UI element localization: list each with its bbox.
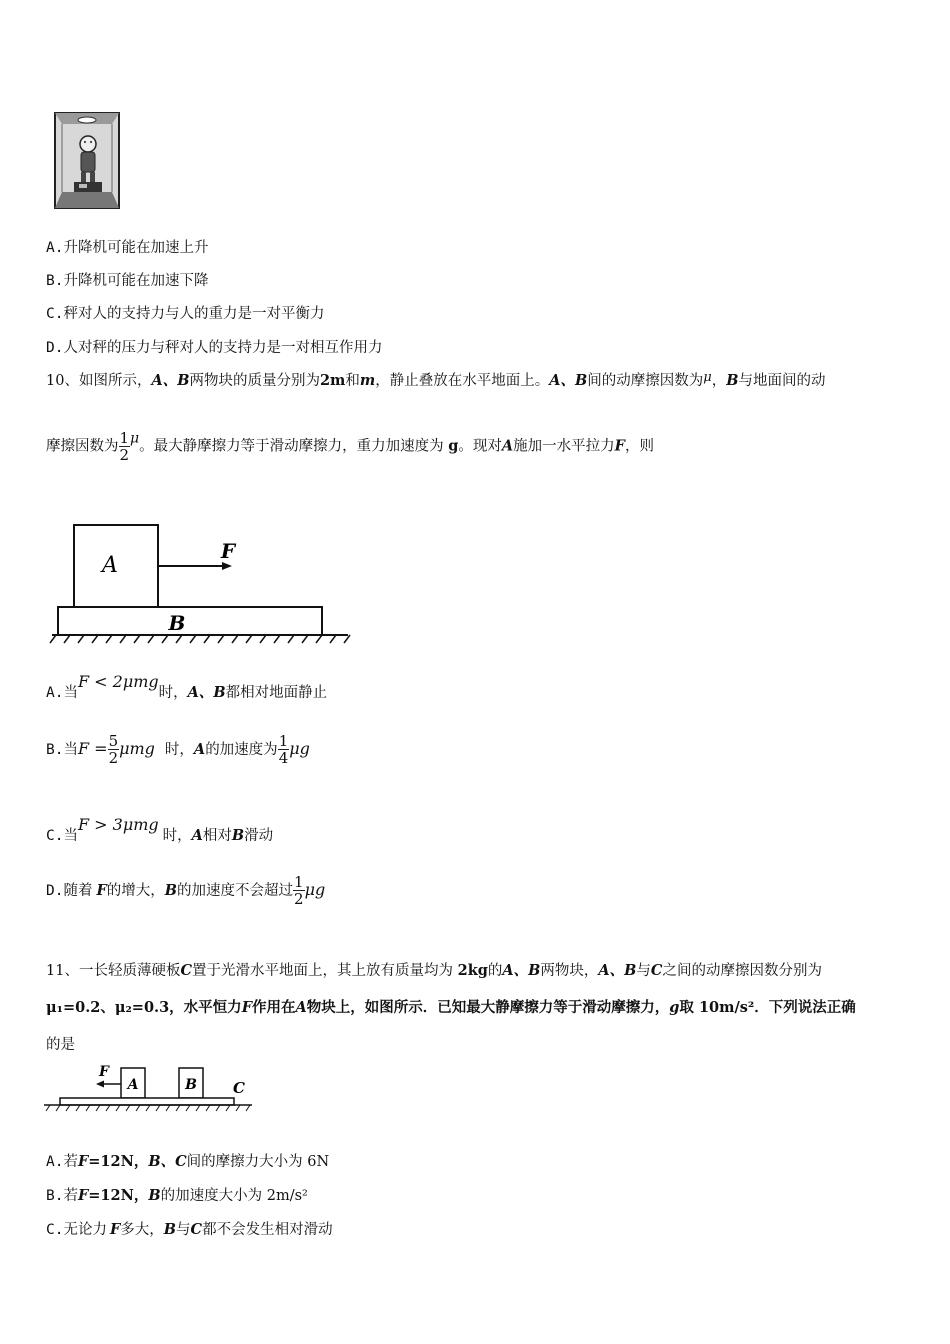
q10-text: 。现对 [458, 438, 502, 455]
option-text: 多大， [120, 1222, 164, 1238]
q11-stem-line1 [46, 959, 822, 980]
option-text: 时， [162, 828, 192, 844]
q10-force-f: F [614, 437, 625, 455]
q10-option-a [46, 672, 327, 702]
q11-ground-hatch [46, 1105, 250, 1111]
fraction-numerator: 5 [108, 732, 119, 750]
block-b-label: B [168, 611, 186, 635]
option-prefix: B.若 [46, 1188, 78, 1204]
fraction-denominator: 2 [119, 446, 130, 464]
q9-option-c: C.秤对人的支持力与人的重力是一对平衡力 [46, 306, 325, 322]
option-prefix: A.当 [46, 685, 78, 701]
q10-text: 和 [345, 373, 360, 389]
q10-text: 如图所示， [78, 373, 152, 389]
fraction-denominator: 2 [294, 890, 304, 908]
q11-force: F [241, 999, 252, 1016]
q11-force-label: F [99, 1064, 109, 1080]
q11-blocks-ab: A、B [502, 962, 541, 979]
q10-half-fraction [119, 430, 131, 463]
option-text: 都不会发生相对滑动 [202, 1222, 333, 1238]
q11-block-a-label: A [127, 1077, 139, 1093]
option-text: 与 [176, 1222, 191, 1238]
option-text: 滑动 [244, 828, 274, 844]
option-expression: μmg [119, 739, 155, 758]
q11-text: μ₁=0.2、μ₂=0.3，水平恒力 [46, 999, 242, 1016]
option-expression: F > 3μmg [77, 815, 159, 834]
option-expression: F = [77, 739, 108, 758]
option-force: F [109, 1221, 121, 1238]
option-prefix: A.若 [46, 1154, 78, 1170]
option-text: 的加速度不会超过 [177, 883, 294, 899]
fraction-numerator: 1 [278, 732, 289, 750]
q11-mass: 2kg [457, 962, 488, 979]
q10-number: 10、 [46, 373, 79, 389]
option-prefix: B.当 [46, 742, 78, 758]
q10-text: ，静止叠放在水平地面上。 [375, 373, 550, 389]
q11-board-c: C [180, 962, 192, 979]
option-text: 间的摩擦力大小为 6N [186, 1154, 330, 1170]
q11-board-label: C [233, 1079, 245, 1097]
q10-block-a: A [501, 437, 514, 455]
q10-g: g [448, 437, 459, 455]
q11-board-figure [44, 1064, 259, 1116]
q10-blocks-figure [52, 522, 352, 647]
option-prefix: D.随着 [46, 883, 93, 899]
q11-text: 物块上，如图所示．已知最大静摩擦力等于滑动摩擦力， [306, 999, 670, 1016]
q10-text: ，则 [624, 438, 654, 455]
block-a-label: A [102, 553, 118, 578]
option-blocks: A、B [187, 684, 226, 701]
option-block: A [191, 827, 203, 844]
q10-blocks-ab: A、B [151, 372, 190, 389]
q10-text: 两物块的质量分别为 [189, 373, 320, 389]
q10-mu: μ [130, 430, 140, 447]
q11-blocks-ab: A、B [598, 962, 637, 979]
q9-option-d: D.人对秤的压力与秤对人的支持力是一对相互作用力 [46, 340, 383, 356]
q11-block-a: A [295, 999, 307, 1016]
q11-text: 置于光滑水平地面上，其上放有质量均为 [192, 963, 458, 979]
q10-text: 摩擦因数为 [46, 438, 119, 455]
q11-text: 一长轻质薄硬板 [78, 963, 181, 979]
option-expression: F < 2μmg [77, 672, 159, 691]
option-text: 时， [158, 685, 188, 701]
option-block: B [164, 882, 178, 899]
q10-mass-m: m [359, 372, 376, 389]
option-text: 的加速度为 [205, 742, 278, 758]
block-b-rect [58, 607, 322, 635]
q11-text: 之间的动摩擦因数分别为 [662, 963, 822, 979]
q9-option-b: B.升降机可能在加速下降 [46, 273, 209, 289]
q10-stem-line1 [46, 369, 825, 390]
option-force: F [77, 1187, 89, 1204]
q10-option-d [46, 874, 325, 907]
q10-option-c [46, 815, 273, 845]
q9-option-a: A.升降机可能在加速上升 [46, 240, 209, 256]
q10-text: 与地面间的动 [738, 373, 826, 389]
option-text: 的增大， [106, 883, 165, 899]
option-force: F [96, 882, 107, 899]
q11-text: 两物块， [540, 963, 599, 979]
fraction-numerator: 1 [119, 429, 130, 447]
option-text: =12N， [88, 1187, 149, 1204]
q10-mu: μ [703, 370, 712, 385]
elevator-scale-figure [54, 112, 122, 210]
fraction-denominator: 2 [108, 749, 119, 767]
option-force: F [77, 1153, 89, 1170]
q11-g: g [669, 999, 680, 1016]
option-board: C [190, 1221, 203, 1238]
option-fraction [293, 874, 305, 907]
q10-text: ， [711, 373, 727, 389]
q11-text: 的 [487, 963, 503, 979]
option-text: =12N， [88, 1153, 149, 1170]
q11-number: 11、 [46, 963, 79, 979]
q10-blocks-ab: A、B [549, 372, 588, 389]
option-text: 都相对地面静止 [225, 685, 328, 701]
option-blocks: B、C [148, 1153, 187, 1170]
ground-hatch [50, 635, 350, 643]
option-expression: μg [304, 880, 326, 899]
q11-option-a [46, 1150, 329, 1171]
option-text: 的加速度大小为 2m/s² [160, 1188, 308, 1204]
q10-text: 。最大静摩擦力等于滑动摩擦力，重力加速度为 [139, 438, 449, 455]
q11-board-c: C [650, 962, 663, 979]
force-label: F [220, 539, 236, 563]
q11-stem-line2 [46, 996, 856, 1017]
fraction-numerator: 1 [294, 873, 304, 891]
option-block: A [193, 741, 206, 758]
option-block: B [163, 1221, 177, 1238]
option-text: 时， [164, 742, 194, 758]
q10-option-b [46, 733, 310, 766]
q10-mass-2m: 2m [319, 372, 346, 389]
q10-stem-line2 [46, 430, 654, 463]
q11-text: 取 10m/s²．下列说法正确 [679, 999, 856, 1016]
option-fraction [278, 733, 290, 766]
option-expression: μg [289, 739, 310, 758]
q11-stem-line3: 的是 [46, 1037, 75, 1053]
q10-text: 施加一水平拉力 [513, 438, 615, 455]
q11-option-b [46, 1184, 308, 1205]
fraction-denominator: 4 [278, 749, 289, 767]
option-text: 相对 [202, 828, 232, 844]
option-prefix: C.无论力 [46, 1222, 107, 1238]
q11-option-c [46, 1218, 333, 1239]
q11-text: 与 [636, 963, 651, 979]
option-block: B [148, 1187, 161, 1204]
option-prefix: C.当 [46, 828, 78, 844]
option-fraction [108, 733, 120, 766]
q11-block-b-label: B [185, 1077, 197, 1093]
option-block: B [231, 827, 245, 844]
q11-text: 作用在 [251, 999, 296, 1016]
q11-board-rect [60, 1098, 234, 1105]
q10-block-b: B [726, 372, 739, 389]
q10-text: 间的动摩擦因数为 [587, 373, 704, 389]
